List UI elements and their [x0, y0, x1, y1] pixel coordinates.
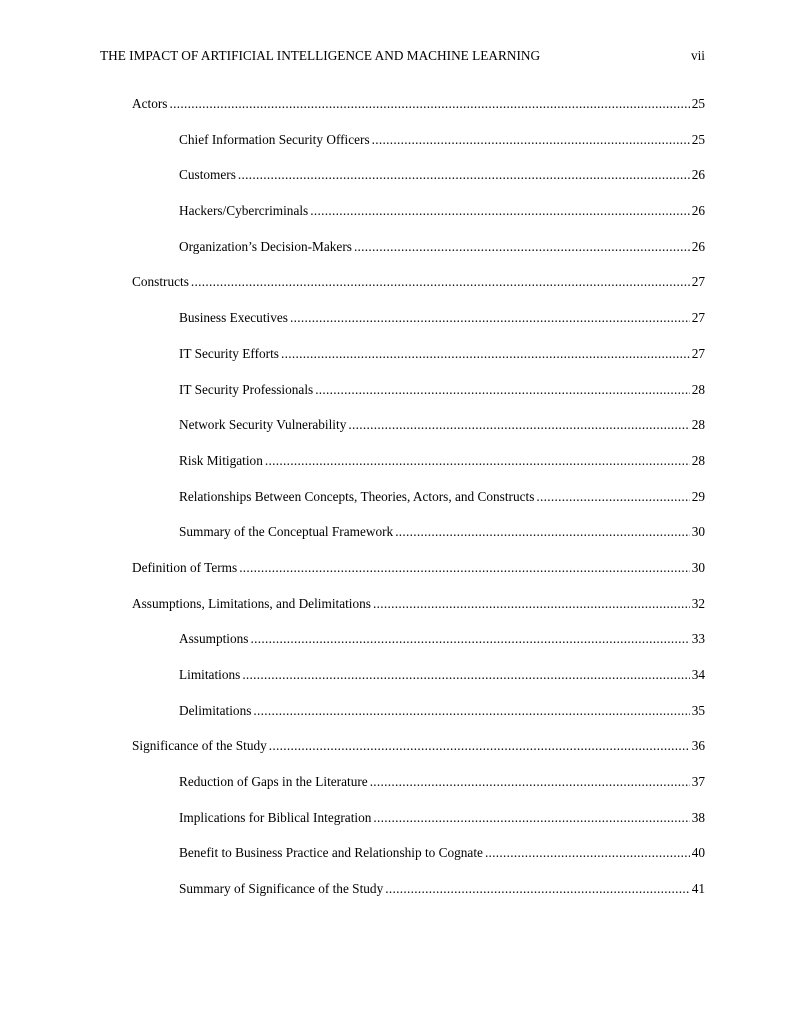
toc-entry-page: 38 [691, 809, 705, 825]
toc-entry-page: 40 [691, 845, 705, 861]
toc-entry[interactable] [132, 701, 705, 737]
toc-entry-title: Customers [179, 167, 236, 183]
toc-entry[interactable] [132, 272, 705, 308]
toc-entry-title: Organization’s Decision-Makers [179, 238, 352, 254]
toc-dot-leader [253, 701, 689, 721]
toc-entry-page: 36 [691, 738, 705, 754]
toc-entry-title: Relationships Between Concepts, Theories, Actors, and Constructs [179, 488, 535, 504]
toc-entry-title: Significance of the Study [132, 738, 267, 754]
toc-dot-leader [238, 165, 690, 185]
toc-entry[interactable] [132, 237, 705, 273]
toc-entry-page: 26 [691, 203, 705, 219]
toc-entry[interactable] [132, 130, 705, 166]
toc-entry-title: Reduction of Gaps in the Literature [179, 774, 368, 790]
toc-entry-title: Actors [132, 96, 168, 111]
toc-entry-page: 28 [691, 381, 705, 397]
toc-entry[interactable] [132, 558, 705, 594]
toc-entry-page: 34 [691, 667, 705, 682]
toc-entry-page: 28 [691, 452, 705, 468]
toc-entry-title: Implications for Biblical Integration [179, 809, 372, 825]
toc-entry-title: Hackers/Cybercriminals [179, 203, 309, 219]
toc-dot-leader [290, 308, 690, 328]
toc-entry[interactable] [132, 736, 705, 772]
toc-entry-page: 25 [691, 131, 705, 147]
toc-dot-leader [269, 736, 690, 756]
toc-entry[interactable] [132, 772, 705, 808]
toc-dot-leader [348, 415, 689, 435]
toc-entry-page: 32 [691, 595, 705, 611]
toc-entry[interactable] [132, 665, 705, 701]
toc-entry[interactable] [132, 451, 705, 487]
toc-dot-leader [265, 451, 690, 471]
toc-entry-title: Constructs [132, 274, 189, 290]
toc-entry[interactable] [132, 487, 705, 523]
toc-entry-title: IT Security Efforts [179, 345, 279, 361]
toc-entry-title: Summary of the Conceptual Framework [179, 524, 394, 540]
toc-entry[interactable] [132, 629, 705, 665]
toc-dot-leader [281, 344, 690, 364]
toc-entry-title: Assumptions, Limitations, and Delimitations [132, 595, 371, 611]
toc-entry[interactable] [132, 843, 705, 879]
toc-dot-leader [169, 94, 689, 114]
running-header [100, 47, 705, 65]
toc-entry-page: 26 [691, 238, 705, 254]
toc-entry-page: 30 [691, 524, 705, 540]
toc-entry-page: 30 [691, 559, 705, 575]
toc-dot-leader [250, 629, 689, 649]
toc-entry[interactable] [132, 308, 705, 344]
toc-entry[interactable] [132, 201, 705, 237]
toc-entry-title: Limitations [179, 667, 241, 682]
toc-entry-title: Business Executives [179, 310, 288, 326]
toc-entry-page: 29 [691, 488, 705, 504]
toc-entry[interactable] [132, 522, 705, 558]
toc-entry-page: 37 [691, 774, 705, 790]
toc-entry[interactable] [132, 879, 705, 915]
toc-entry-page: 26 [691, 167, 705, 183]
toc-entry-title: Chief Information Security Officers [179, 131, 370, 147]
toc-dot-leader [370, 772, 690, 792]
toc-entry-page: 33 [691, 631, 705, 647]
toc-dot-leader [191, 272, 690, 292]
toc-dot-leader [373, 808, 689, 828]
page-number: vii [690, 48, 705, 63]
running-title: THE IMPACT OF ARTIFICIAL INTELLIGENCE AND MACHINE LEARNING [100, 48, 541, 63]
table-of-contents [132, 94, 705, 915]
toc-entry[interactable] [132, 380, 705, 416]
toc-entry[interactable] [132, 165, 705, 201]
toc-dot-leader [239, 558, 690, 578]
toc-dot-leader [536, 487, 689, 507]
toc-entry-title: Assumptions [179, 631, 249, 647]
toc-dot-leader [242, 665, 689, 685]
toc-dot-leader [372, 130, 690, 150]
toc-dot-leader [315, 380, 690, 400]
toc-dot-leader [485, 843, 690, 863]
toc-dot-leader [354, 237, 690, 257]
toc-entry-title: Network Security Vulnerability [179, 417, 347, 433]
toc-entry-page: 27 [691, 345, 705, 361]
toc-dot-leader [373, 594, 690, 614]
toc-entry-page: 35 [691, 702, 705, 718]
toc-entry-page: 41 [691, 881, 705, 897]
toc-entry-title: Definition of Terms [132, 559, 238, 575]
toc-entry[interactable] [132, 94, 705, 130]
toc-entry-title: Delimitations [179, 702, 252, 718]
toc-entry-page: 27 [691, 274, 705, 290]
toc-entry[interactable] [132, 415, 705, 451]
toc-entry-title: Summary of Significance of the Study [179, 881, 384, 897]
toc-dot-leader [310, 201, 689, 221]
toc-entry-page: 27 [691, 310, 705, 326]
toc-entry-title: Benefit to Business Practice and Relationship to Cognate [179, 845, 483, 861]
toc-entry[interactable] [132, 344, 705, 380]
toc-dot-leader [395, 522, 690, 542]
toc-entry[interactable] [132, 594, 705, 630]
toc-dot-leader [385, 879, 689, 899]
toc-entry-page: 25 [691, 96, 705, 111]
toc-entry-title: Risk Mitigation [179, 452, 263, 468]
toc-entry[interactable] [132, 808, 705, 844]
toc-entry-page: 28 [691, 417, 705, 433]
toc-entry-title: IT Security Professionals [179, 381, 314, 397]
